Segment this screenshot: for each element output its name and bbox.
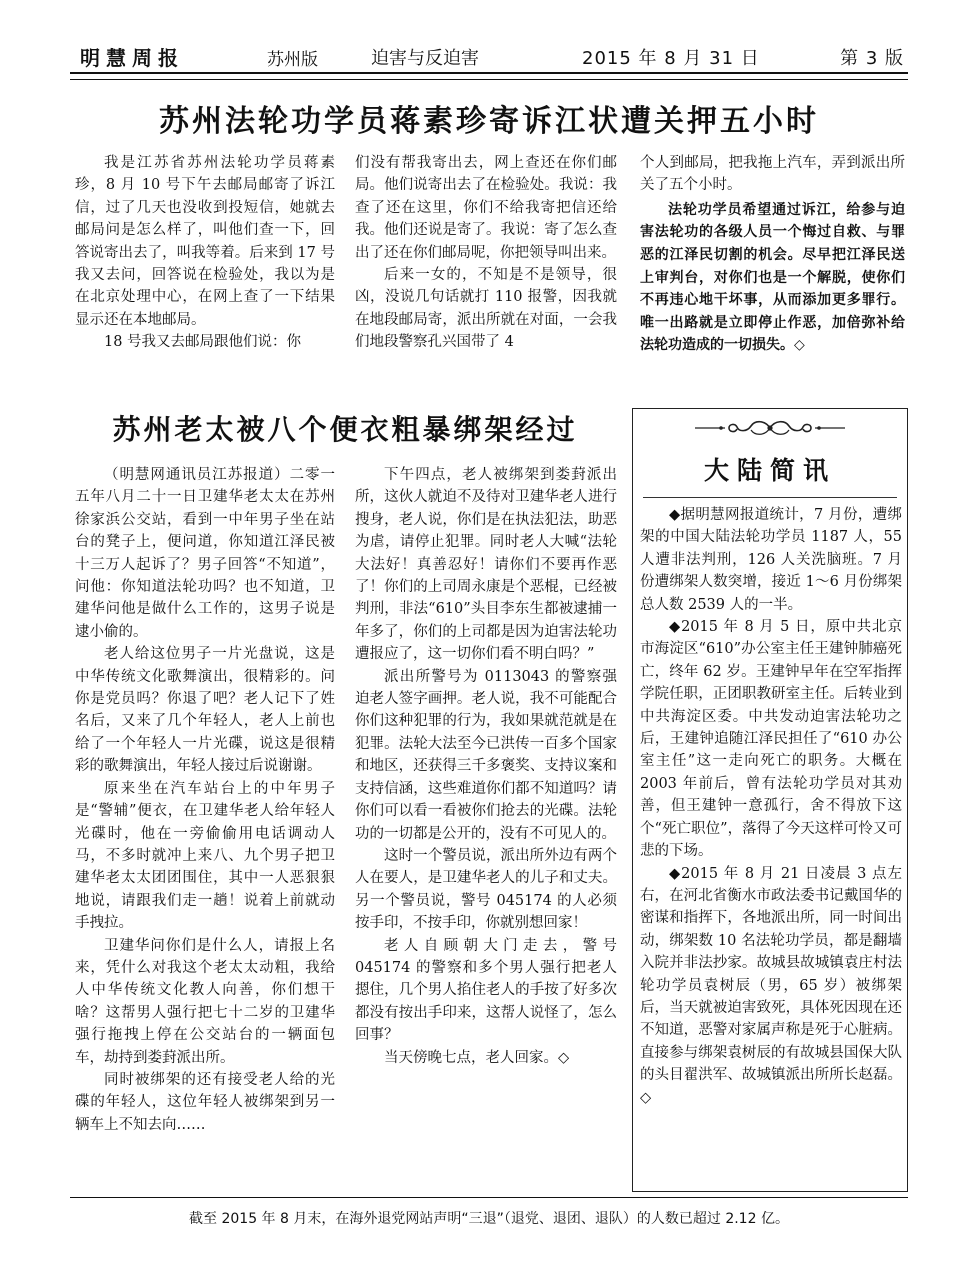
news-item: ◆据明慧网报道统计，7 月份，遭绑架的中国大陆法轮功学员 1187 人，55 人遭非法判刑，126 人关洗脑班。7 月份遭绑架人数突增，接近 1～6 月份绑架总人数 2539 人的一半。: [640, 507, 902, 613]
ornament-icon: [633, 415, 907, 441]
page-number: 第 3 版: [840, 48, 904, 69]
news-brief-title: 大陆简讯: [703, 456, 836, 485]
article1-column-3: [640, 152, 905, 384]
page-header: [80, 42, 904, 70]
footer-rule: [70, 1197, 908, 1198]
box-divider: [643, 497, 897, 498]
masthead: 明慧周报: [80, 46, 184, 70]
paragraph: 卫建华问你们是什么人，请报上名来，凭什么对我这个老太太动粗，我给人中华传统文化教人向善，你们想干啥？这帮男人强行把七十二岁的卫建华强行拖拽上停在公交站台的一辆面包车，劫持到娄葑派出所。: [75, 937, 335, 1066]
paragraph: 们没有帮我寄出去，网上查还在你们邮局。他们说寄出去了在检验处。我说：我查了还在这里，你们不给我寄把信还给我。他们还说是寄了。我说：寄了怎么查出了还在你们邮局呢，你把领导叫出来。: [355, 155, 617, 261]
paragraph: 当天傍晚七点，老人回家。◇: [384, 1049, 570, 1066]
paragraph: 后来一女的，不知是不是领导，很凶，没说几句话就打 110 报警，因我就在地段邮局寄，派出所就在对面，一会我们地段警察孔兴国带了 4: [355, 267, 617, 351]
paragraph: 18 号我又去邮局跟他们说：你: [104, 334, 302, 351]
article2-title: 苏州老太被八个便衣粗暴绑架经过: [112, 413, 578, 446]
paragraph: 老人给这位男子一片光盘说，这是中华传统文化歌舞演出，很精彩的。问你是党员吗？你退了吧？老人记下了姓名后，又来了几个年轻人，老人上前也给了一个年轻人一片光碟，说这是很精彩的歌舞演出，年轻人接过后说谢谢。: [75, 646, 335, 775]
paragraph: （明慧网通讯员江苏报道）二零一五年八月二十一日卫建华老太太在苏州徐家浜公交站，看到一中年男子坐在站台的凳子上，便问道，你知道江泽民被十三万人起诉了？男子回答“不知道”，问他：你知道法轮功吗？也不知道，卫建华问他是做什么工作的，这男子说是逮小偷的。: [75, 467, 335, 640]
article2-column-2: [355, 464, 617, 1184]
paragraph: 这时一个警员说，派出所外边有两个人在要人，是卫建华老人的儿子和丈夫。另一个警员说，警号 045174 的人必须按手印，不按手印，你就别想回家！: [355, 847, 617, 932]
article1-column-1: [75, 152, 335, 384]
editorial-note: [640, 199, 905, 357]
section-label: 迫害与反迫害: [371, 48, 479, 69]
article1-column-2: [355, 152, 617, 384]
paragraph: 派出所警号为 0113043 的警察强迫老人签字画押。老人说，我不可能配合你们这种犯罪的行为，我如果就范就是在犯罪。法轮大法至今已洪传一百多个国家和地区，还获得三千多褒奖、支持议案和支持信涵，这些难道你们都不知道吗？请你们可以看一看被你们抢去的光碟。法轮功的一切都是公开的，没有不可见人的。: [355, 668, 617, 842]
issue-date: 2015 年 8 月 31 日: [582, 48, 760, 69]
news-item: ◆2015 年 8 月 21 日凌晨 3 点左右，在河北省衡水市政法委书记戴国华的密谋和指挥下，各地派出所，同一时间出动，绑架数 10 名法轮功学员，都是翻墙入院并非法抄家。故城县故城镇袁庄村法轮功学员袁树辰（男，65 岁）被绑架后，当天就被迫害致死，具体死因现在还不知道，恶警对家属声称是死于心脏病。直接参与绑架袁树辰的有故城县国保大队的头目翟洪军、故城镇派出所所长赵磊。◇: [640, 865, 902, 1106]
paragraph: 下午四点，老人被绑架到娄葑派出所，这伙人就迫不及待对卫建华老人进行搜身，老人说，你们是在执法犯法，助恶为虐，请停止犯罪。同时老人大喊“法轮大法好！真善忍好！请你们不要再作恶了！你们的上司周永康是个恶棍，已经被判刑，非法“610”头目李东生都被逮捕一年多了，你们的上司都是因为迫害法轮功遭报应了，这一切你们看不明白吗？”: [355, 467, 617, 663]
news-brief-content: [640, 504, 902, 1184]
article2-column-1: [75, 464, 335, 1184]
paragraph: 原来坐在汽车站台上的中年男子是“警辅”便衣，在卫建华老人给年轻人光碟时，他在一旁偷偷用电话调动人马，不多时就冲上来八、九个男子把卫建华老太太团团围住，其中一人恶狠狠地说，请跟我们走一趟！说着上前就动手拽拉。: [75, 780, 335, 932]
paragraph: 同时被绑架的还有接受老人给的光碟的年轻人，这位年轻人被绑架到另一辆车上不知去向……: [75, 1071, 335, 1133]
editorial-text: 法轮功学员希望通过诉江，给参与迫害法轮功的各级人员一个悔过自救、与罪恶的江泽民切割的机会。尽早把江泽民送上审判台，对你们也是一个解脱，使你们不再违心地干坏事，从而添加更多罪行。唯一出路就是立即停止作恶，加倍弥补给法轮功造成的一切损失。◇: [640, 201, 905, 354]
paragraph: 个人到邮局，把我拖上汽车，弄到派出所关了五个小时。: [640, 155, 905, 194]
footer-notice: 截至 2015 年 8 月末，在海外退党网站声明“三退”（退党、退团、退队）的人数已超过 2.12 亿。: [189, 1211, 789, 1227]
edition-label: 苏州版: [267, 50, 318, 70]
paragraph: 我是江苏省苏州法轮功学员蒋素珍，8 月 10 号下午去邮局邮寄了诉江信，过了几天也没收到投短信，她就去邮局问是怎么样了，叫他们查一下，回答说寄出去了，叫我等着。后来到 17 号我又去问，回答说在检验处，我以为是在北京处理中心，在网上查了一下结果显示还在本地邮局。: [75, 155, 335, 328]
news-item: ◆2015 年 8 月 5 日，原中共北京市海淀区“610”办公室主任王建钟肺癌死亡，终年 62 岁。王建钟早年在空军指挥学院任职，正团职教研室主任。后转业到中共海淀区委。中共发动迫害法轮功之后，王建钟追随江泽民担任了“610 办公室主任”这一走向死亡的职务。大概在 2003 年前后，曾有法轮功学员对其劝善，但王建钟一意孤行，舍不得放下这个“死亡职位”，落得了今天这样可怜又可悲的下场。: [640, 619, 902, 860]
article1-title: 苏州法轮功学员蒋素珍寄诉江状遭关押五小时: [159, 104, 819, 139]
header-rule: [70, 72, 908, 80]
paragraph: 老人自顾朝大门走去，警号 045174 的警察和多个男人强行把老人摁住，几个男人掐住老人的手按了好多次都没有按出手印来，这帮人说怪了，怎么回事？: [355, 937, 617, 1044]
